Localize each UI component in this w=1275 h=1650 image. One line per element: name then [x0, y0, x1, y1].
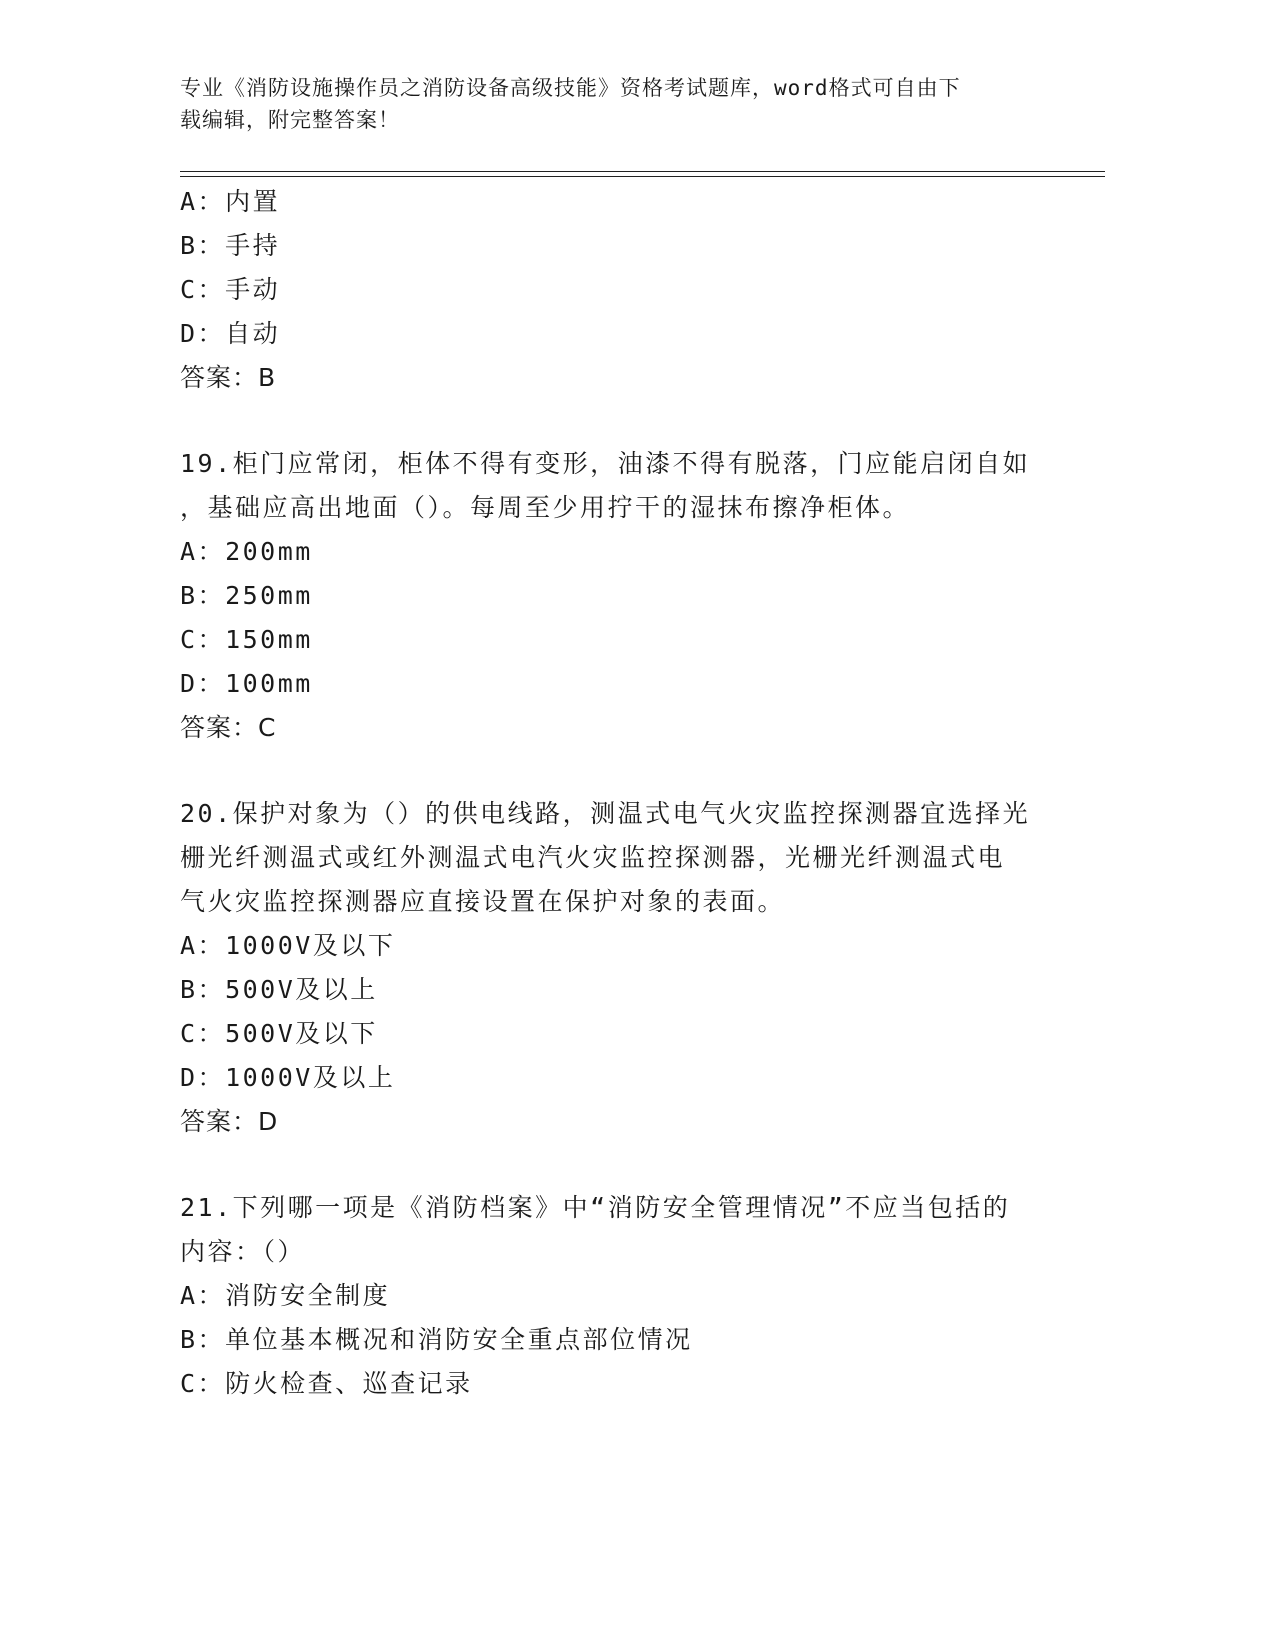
- option-row: [180, 618, 1050, 662]
- answer-line: 答案：D: [180, 1107, 279, 1136]
- option-row: [180, 180, 1050, 224]
- option-row: [180, 662, 1050, 706]
- option-row: [180, 1318, 1050, 1362]
- option-letter: D：: [180, 319, 226, 348]
- option-letter: D：: [180, 1063, 226, 1092]
- option-letter: B：: [180, 1325, 226, 1354]
- question-stem-line: 19.柜门应常闭，柜体不得有变形，油漆不得有脱落，门应能启闭自如: [180, 449, 1031, 478]
- option-row: [180, 530, 1050, 574]
- option-text: 1000V及以上: [225, 1063, 396, 1092]
- option-letter: B：: [180, 231, 226, 260]
- option-letter: C：: [180, 1369, 226, 1398]
- option-letter: B：: [180, 581, 226, 610]
- option-row: [180, 1274, 1050, 1318]
- option-row: [180, 1056, 1050, 1100]
- option-row: [180, 1012, 1050, 1056]
- option-text: 消防安全制度: [225, 1281, 391, 1310]
- option-letter: C：: [180, 275, 226, 304]
- question-block: [180, 1186, 1050, 1406]
- option-row: [180, 1362, 1050, 1406]
- question-block: [180, 442, 1050, 750]
- question-stem-line: 栅光纤测温式或红外测温式电汽火灾监控探测器，光栅光纤测温式电: [180, 843, 1006, 872]
- option-text: 500V及以下: [225, 1019, 378, 1048]
- answer-line: 答案：C: [180, 713, 277, 742]
- option-letter: D：: [180, 669, 226, 698]
- option-letter: C：: [180, 1019, 226, 1048]
- option-letter: B：: [180, 975, 226, 1004]
- question-block: [180, 792, 1050, 1144]
- option-letter: A：: [180, 187, 226, 216]
- option-text: 单位基本概况和消防安全重点部位情况: [225, 1325, 693, 1354]
- option-row: [180, 224, 1050, 268]
- option-text: 500V及以上: [225, 975, 378, 1004]
- option-text: 手动: [225, 275, 281, 304]
- option-row: [180, 268, 1050, 312]
- question-stem-line: 气火灾监控探测器应直接设置在保护对象的表面。: [180, 887, 786, 916]
- option-row: [180, 312, 1050, 356]
- option-row: [180, 924, 1050, 968]
- question-block: [180, 180, 1050, 400]
- header-divider-top: [180, 171, 1105, 172]
- option-letter: A：: [180, 931, 226, 960]
- option-text: 100mm: [225, 669, 313, 698]
- header-line-2: 载编辑，附完整答案！: [180, 108, 400, 132]
- header-divider-bottom: [180, 176, 1105, 177]
- question-list: [180, 180, 1050, 1406]
- option-text: 250mm: [225, 581, 313, 610]
- question-stem-line: 21.下列哪一项是《消防档案》中“消防安全管理情况”不应当包括的: [180, 1193, 1011, 1222]
- answer-line: 答案：B: [180, 363, 277, 392]
- option-text: 200mm: [225, 537, 313, 566]
- option-row: [180, 968, 1050, 1012]
- question-stem-line: 内容：（）: [180, 1237, 306, 1266]
- option-text: 自动: [225, 319, 281, 348]
- document-header: [180, 72, 1080, 136]
- option-letter: A：: [180, 537, 226, 566]
- header-line-1: 专业《消防设施操作员之消防设备高级技能》资格考试题库，word格式可自由下: [180, 76, 961, 100]
- option-letter: C：: [180, 625, 226, 654]
- option-text: 150mm: [225, 625, 313, 654]
- option-text: 防火检查、巡查记录: [225, 1369, 473, 1398]
- question-stem-line: 20.保护对象为（）的供电线路，测温式电气火灾监控探测器宜选择光: [180, 799, 1031, 828]
- question-stem-line: ，基础应高出地面（）。每周至少用拧干的湿抹布擦净柜体。: [180, 493, 911, 522]
- option-text: 手持: [225, 231, 281, 260]
- option-letter: A：: [180, 1281, 226, 1310]
- option-text: 1000V及以下: [225, 931, 396, 960]
- option-text: 内置: [225, 187, 281, 216]
- option-row: [180, 574, 1050, 618]
